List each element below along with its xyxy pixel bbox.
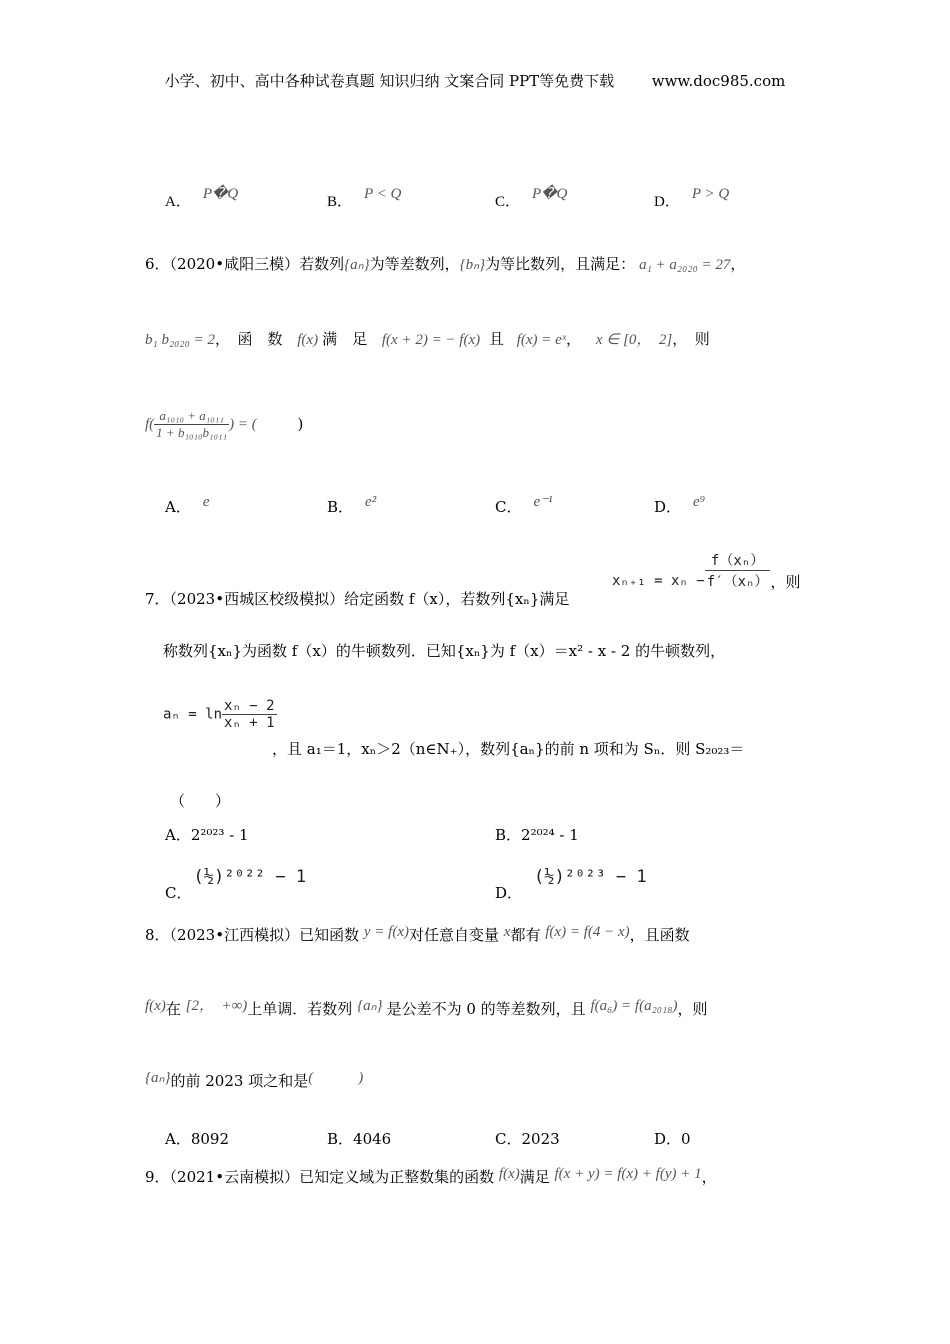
- q9-source: （2021•云南模拟）: [169, 1168, 300, 1186]
- q8-option-a: A．8092: [165, 1130, 230, 1148]
- q5-option-a: A． P�Q: [165, 186, 239, 210]
- q8-line-2: f(x)在 [2， +∞)上单调．若数列 {aₙ} 是公差不为 0 的等差数列，且 f(a₆) = f(a₂₀₁₈)，则: [145, 998, 708, 1018]
- q7-option-a: A．2²⁰²³ - 1: [165, 826, 249, 844]
- q7-line-2: 称数列{xₙ}为函数 f（x）的牛顿数列．已知{xₙ}为 f（x）＝x² - x - 2 的牛顿数列，: [163, 642, 726, 660]
- q6-source: （2020•咸阳三模）: [169, 255, 300, 273]
- q5-option-b: B． P < Q: [327, 186, 402, 210]
- q5-option-d: D． P > Q: [654, 186, 730, 210]
- q7-line-1: 7．（2023•西城区校级模拟）给定函数 f（x），若数列{xₙ}满足: [145, 590, 570, 608]
- q6-option-c: C． e⁻¹: [495, 494, 553, 516]
- q7-newton-formula: xₙ₊₁ = xₙ − $\frac{\text{f（xₙ）}}{\text{f′（xₙ）}}$ ，则: [612, 550, 800, 591]
- q9-line-1: 9．（2021•云南模拟）已知定义域为正整数集的函数 f(x)满足 f(x + y) = f(x) + f(y) + 1，: [145, 1166, 717, 1186]
- q7-line-3: ，且 a₁＝1，xₙ＞2（n∈N₊），数列{aₙ}的前 n 项和为 Sₙ．则 S₂₀₂₃＝: [272, 740, 745, 758]
- q6-option-b: B． e²: [327, 494, 377, 516]
- q5-option-c: C． P�Q: [495, 186, 568, 210]
- q8-option-d: D．0: [654, 1130, 691, 1148]
- page-header: [0, 70, 950, 91]
- q7-formula-fraction: $\frac{\text{f（xₙ）}}{\text{f′（xₙ）}}$: [705, 550, 771, 591]
- q7-an-formula: aₙ = ln $\frac{\text{xₙ − 2}}{\text{xₙ + 1}}$: [163, 698, 275, 731]
- q6-option-d: D． e⁹: [654, 494, 705, 516]
- q8-option-b: B．4046: [327, 1130, 392, 1148]
- q6-option-a: A． e: [165, 494, 210, 516]
- header-url: www.doc985.com: [651, 72, 786, 90]
- q8-line-3: {aₙ}的前 2023 项之和是( ): [145, 1070, 364, 1090]
- q8-line-1: 8．（2023•江西模拟）已知函数 y = f(x)对任意自变量 x都有 f(x) = f(4 − x)，且函数: [145, 924, 690, 944]
- header-text: 小学、初中、高中各种试卷真题 知识归纳 文案合同 PPT等免费下载: [164, 72, 615, 90]
- q8-source: （2023•江西模拟）: [169, 926, 300, 944]
- q7-number: 7．: [145, 590, 170, 608]
- q8-number: 8．: [145, 926, 170, 944]
- q6-fraction: $\frac{\text{a₁₀₁₀ + a₁₀₁₁}}{\text{1 + b₁₀₁₀b₁₀₁₁}}$: [156, 408, 228, 440]
- q7-blank: （ ）: [170, 792, 231, 810]
- q9-number: 9．: [145, 1168, 170, 1186]
- q7-option-c: C．(½)²⁰²² − 1: [165, 867, 307, 902]
- q7-option-b: B．2²⁰²⁴ - 1: [495, 826, 579, 844]
- q7-an-fraction: $\frac{\text{xₙ − 2}}{\text{xₙ + 1}}$: [224, 698, 275, 731]
- q7-source: （2023•西城区校级模拟）: [169, 590, 345, 608]
- q6-number: 6．: [145, 255, 170, 273]
- q6-line-2: b₁ b₂₀₂₀ = 2， 函 数 f(x) 满 足 f(x + 2) = − f(x) 且 f(x) = eˣ， x ∈ [0， 2]， 则: [145, 330, 710, 348]
- q6-expression: f( $\frac{\text{a₁₀₁₀ + a₁₀₁₁}}{\text{1 + b₁₀₁₀b₁₀₁₁}}$ ) = ( ): [145, 408, 304, 440]
- q8-option-c: C．2023: [495, 1130, 560, 1148]
- q7-option-d: D．(½)²⁰²³ − 1: [495, 867, 647, 902]
- q6-line-1: 6．（2020•咸阳三模）若数列{aₙ}为等差数列，{bₙ}为等比数列，且满足： a₁ + a₂₀₂₀ = 27，: [145, 255, 746, 273]
